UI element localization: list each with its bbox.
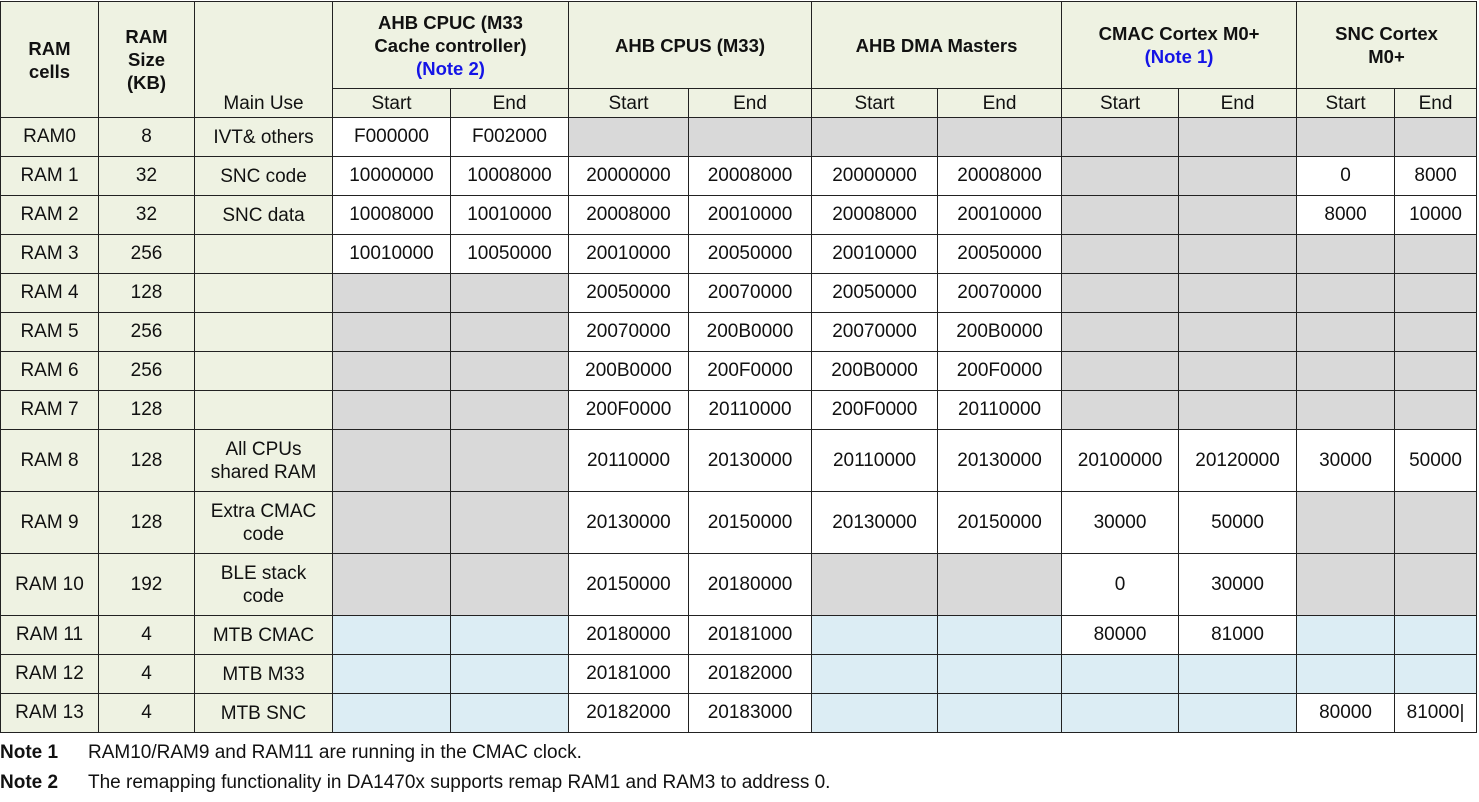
address-end-cell [451,352,569,391]
header-main-use: Main Use [195,2,333,118]
address-start-cell: 80000 [1062,616,1179,655]
table-row [1,616,1477,655]
address-start-cell [333,655,451,694]
address-end-cell [689,118,812,157]
address-end-cell [1395,352,1477,391]
address-start-cell [812,616,938,655]
address-end-cell [1395,554,1477,616]
ram-address-map-table [0,1,1477,733]
address-end-cell [451,391,569,430]
address-end-cell: 81000| [1395,694,1477,733]
table-row [1,430,1477,492]
ram-size-value: 8 [99,118,195,157]
note-2-text: The remapping functionality in DA1470x supports remap RAM1 and RAM3 to address 0. [88,772,831,793]
main-use-line: MTB CMAC [212,624,315,646]
address-start-cell [812,694,938,733]
table-row [1,157,1477,196]
address-start-cell: 20110000 [812,430,938,492]
address-end-cell [1395,492,1477,554]
address-start-cell: 10008000 [333,196,451,235]
address-end-cell [938,655,1062,694]
main-use-cell [195,655,333,694]
address-start-cell [812,118,938,157]
main-use-cell [195,391,333,430]
address-end-cell [1179,391,1297,430]
header-end: End [689,89,812,118]
ram-cell-name: RAM 6 [1,352,99,391]
address-end-cell: 20110000 [938,391,1062,430]
address-end-cell [451,616,569,655]
note-2 [0,768,830,798]
address-start-cell: 20130000 [569,492,689,554]
address-end-cell [1179,274,1297,313]
ram-size-value: 256 [99,313,195,352]
address-end-cell [451,655,569,694]
address-start-cell: 20000000 [569,157,689,196]
ram-size-value: 4 [99,655,195,694]
ram-cell-name: RAM 5 [1,313,99,352]
address-start-cell: 30000 [1297,430,1395,492]
table-row [1,235,1477,274]
ram-cell-name: RAM 13 [1,694,99,733]
address-start-cell: 20000000 [812,157,938,196]
ram-size-value: 4 [99,616,195,655]
address-end-cell [938,616,1062,655]
address-start-cell: 10010000 [333,235,451,274]
address-end-cell [451,694,569,733]
address-end-cell: 50000 [1395,430,1477,492]
address-end-cell [1179,196,1297,235]
ram-cell-name: RAM 8 [1,430,99,492]
note-1-link[interactable]: Note 1 [1150,46,1208,67]
address-end-cell [1179,655,1297,694]
address-start-cell: 10000000 [333,157,451,196]
address-end-cell [451,492,569,554]
main-use-line: SNC data [222,204,305,226]
address-end-cell: 20050000 [938,235,1062,274]
table-row [1,196,1477,235]
ram-size-value: 192 [99,554,195,616]
main-use-cell [195,274,333,313]
address-start-cell [333,352,451,391]
address-start-cell [812,655,938,694]
address-start-cell [333,274,451,313]
address-start-cell: 20100000 [1062,430,1179,492]
address-start-cell [1297,616,1395,655]
address-end-cell: 20070000 [938,274,1062,313]
header-end: End [1395,89,1477,118]
address-end-cell [1395,655,1477,694]
ram-size-value: 128 [99,274,195,313]
address-end-cell: 200F0000 [689,352,812,391]
table-row [1,655,1477,694]
ram-cell-name: RAM 9 [1,492,99,554]
address-start-cell [1062,235,1179,274]
ram-cell-name: RAM 4 [1,274,99,313]
address-end-cell [938,118,1062,157]
main-use-cell [195,430,333,492]
main-use-cell [195,616,333,655]
address-start-cell [1297,554,1395,616]
main-use-cell [195,235,333,274]
address-start-cell: 0 [1297,157,1395,196]
address-start-cell: 20008000 [569,196,689,235]
address-end-cell: 20010000 [938,196,1062,235]
address-start-cell [569,118,689,157]
header-ram-cells: RAM cells [1,2,99,118]
address-end-cell: 10008000 [451,157,569,196]
address-start-cell: 20180000 [569,616,689,655]
address-start-cell [1297,391,1395,430]
note-1 [0,738,830,768]
address-end-cell: 20180000 [689,554,812,616]
address-end-cell [1395,118,1477,157]
address-end-cell: 20008000 [938,157,1062,196]
ram-cell-name: RAM 2 [1,196,99,235]
main-use-line: All CPUs [225,438,302,460]
table-row [1,391,1477,430]
address-end-cell: 20050000 [689,235,812,274]
address-start-cell: 20050000 [569,274,689,313]
main-use-line: shared RAM [210,461,317,483]
address-start-cell: 200F0000 [569,391,689,430]
address-start-cell [1062,313,1179,352]
main-use-line: IVT& others [213,126,314,148]
ram-size-value: 32 [99,196,195,235]
address-end-cell: 20110000 [689,391,812,430]
header-row-groups [1,2,1477,89]
main-use-cell [195,118,333,157]
address-end-cell [451,554,569,616]
address-start-cell: 80000 [1297,694,1395,733]
header-ram-size: RAM Size (KB) [99,2,195,118]
address-end-cell [1179,313,1297,352]
address-start-cell [1062,118,1179,157]
main-use-line: code [242,523,285,545]
ram-size-value: 4 [99,694,195,733]
address-start-cell [333,492,451,554]
address-start-cell: 20010000 [812,235,938,274]
header-ahb-cpus: AHB CPUS (M33) [569,2,812,89]
address-end-cell: 30000 [1179,554,1297,616]
address-end-cell [1179,118,1297,157]
address-end-cell: 200B0000 [938,313,1062,352]
notes-section [0,738,830,798]
table-row [1,313,1477,352]
address-end-cell: 20183000 [689,694,812,733]
ram-size-value: 32 [99,157,195,196]
address-start-cell: 20010000 [569,235,689,274]
address-start-cell [1297,235,1395,274]
main-use-cell [195,694,333,733]
address-end-cell [1395,313,1477,352]
address-start-cell [333,313,451,352]
address-end-cell: 20181000 [689,616,812,655]
header-end: End [451,89,569,118]
ram-cell-name: RAM 10 [1,554,99,616]
header-cmac: CMAC Cortex M0+ (Note 1) [1062,2,1297,89]
address-end-cell [451,274,569,313]
address-start-cell: 30000 [1062,492,1179,554]
address-start-cell: 20150000 [569,554,689,616]
address-end-cell: 20150000 [938,492,1062,554]
address-start-cell: 20110000 [569,430,689,492]
address-start-cell: F000000 [333,118,451,157]
header-start: Start [1062,89,1179,118]
address-start-cell: 200B0000 [812,352,938,391]
ram-size-value: 128 [99,492,195,554]
ram-size-value: 128 [99,430,195,492]
address-start-cell [1062,352,1179,391]
main-use-line: SNC code [220,165,307,187]
header-start: Start [333,89,451,118]
address-start-cell [1297,655,1395,694]
note-1-id: Note 1 [0,742,59,763]
header-end: End [1179,89,1297,118]
main-use-cell [195,352,333,391]
address-start-cell [812,554,938,616]
address-end-cell [451,430,569,492]
main-use-line: BLE stack [220,562,307,584]
ram-size-value: 256 [99,235,195,274]
address-start-cell [333,554,451,616]
address-start-cell: 8000 [1297,196,1395,235]
address-start-cell: 200B0000 [569,352,689,391]
address-start-cell [1297,492,1395,554]
ram-cell-name: RAM 1 [1,157,99,196]
header-start: Start [569,89,689,118]
address-end-cell: 50000 [1179,492,1297,554]
header-start: Start [812,89,938,118]
address-start-cell [1062,196,1179,235]
address-start-cell [1297,352,1395,391]
address-end-cell: 200B0000 [689,313,812,352]
address-end-cell [1395,274,1477,313]
address-end-cell: 8000 [1395,157,1477,196]
note-2-id: Note 2 [0,772,59,793]
address-end-cell: 10010000 [451,196,569,235]
table-body [1,118,1477,733]
address-start-cell [333,430,451,492]
address-start-cell [1297,274,1395,313]
address-end-cell: 20130000 [938,430,1062,492]
address-start-cell: 20008000 [812,196,938,235]
header-end: End [938,89,1062,118]
main-use-line: Extra CMAC [210,500,317,522]
main-use-cell [195,196,333,235]
address-start-cell [333,694,451,733]
main-use-line: MTB SNC [220,702,307,724]
address-start-cell: 20070000 [812,313,938,352]
table-row [1,694,1477,733]
address-end-cell [1179,235,1297,274]
header-ahb-cpuc: AHB CPUC (M33 Cache controller) (Note 2) [333,2,569,89]
address-end-cell [938,694,1062,733]
address-start-cell: 20181000 [569,655,689,694]
address-end-cell: 10000 [1395,196,1477,235]
address-end-cell [1179,352,1297,391]
address-end-cell: 20008000 [689,157,812,196]
address-end-cell [1179,694,1297,733]
address-start-cell: 200F0000 [812,391,938,430]
address-end-cell: 20150000 [689,492,812,554]
main-use-cell [195,157,333,196]
address-start-cell [1062,391,1179,430]
address-end-cell [938,554,1062,616]
address-end-cell [1395,391,1477,430]
ram-size-value: 256 [99,352,195,391]
ram-cell-name: RAM 7 [1,391,99,430]
address-end-cell: 20070000 [689,274,812,313]
table-row [1,274,1477,313]
table-row [1,554,1477,616]
address-end-cell: 20182000 [689,655,812,694]
main-use-cell [195,554,333,616]
main-use-line: MTB M33 [222,663,305,685]
address-end-cell [1179,157,1297,196]
ram-cell-name: RAM0 [1,118,99,157]
ram-cell-name: RAM 11 [1,616,99,655]
address-end-cell: 10050000 [451,235,569,274]
address-end-cell: 81000 [1179,616,1297,655]
address-end-cell [451,313,569,352]
address-end-cell: 20130000 [689,430,812,492]
ram-cell-name: RAM 3 [1,235,99,274]
note-1-text: RAM10/RAM9 and RAM11 are running in the CMAC clock. [88,742,582,763]
address-end-cell: 20120000 [1179,430,1297,492]
ram-cell-name: RAM 12 [1,655,99,694]
address-end-cell [1395,235,1477,274]
address-start-cell [1062,157,1179,196]
header-ahb-dma: AHB DMA Masters [812,2,1062,89]
address-start-cell: 20070000 [569,313,689,352]
main-use-cell [195,492,333,554]
address-start-cell [1062,694,1179,733]
address-start-cell [1062,274,1179,313]
note-2-link[interactable]: Note 2 [422,57,479,79]
address-start-cell [1297,118,1395,157]
table-row [1,492,1477,554]
address-start-cell: 20050000 [812,274,938,313]
ram-size-value: 128 [99,391,195,430]
address-start-cell [1062,655,1179,694]
table-row [1,352,1477,391]
address-start-cell: 20130000 [812,492,938,554]
main-use-line: code [242,585,285,607]
header-snc: SNC Cortex M0+ [1297,2,1477,89]
table-row [1,118,1477,157]
header-start: Start [1297,89,1395,118]
address-start-cell: 20182000 [569,694,689,733]
address-end-cell: 20010000 [689,196,812,235]
address-start-cell [333,391,451,430]
address-start-cell: 0 [1062,554,1179,616]
address-end-cell [1395,616,1477,655]
address-start-cell [1297,313,1395,352]
main-use-cell [195,313,333,352]
address-end-cell: 200F0000 [938,352,1062,391]
address-start-cell [333,616,451,655]
address-end-cell: F002000 [451,118,569,157]
